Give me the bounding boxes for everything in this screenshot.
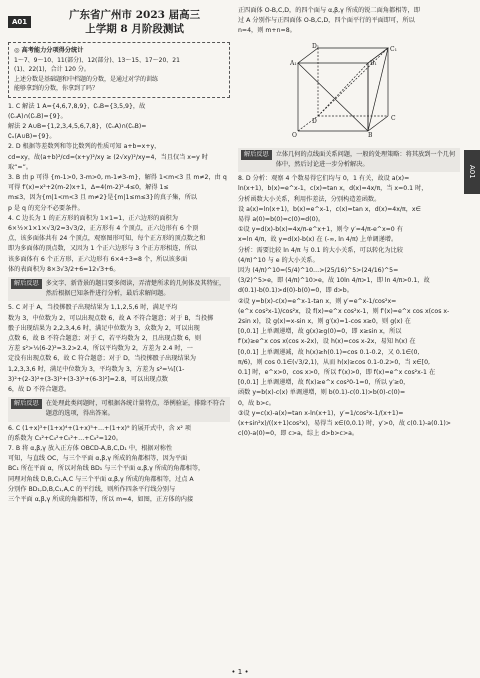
text-line: (4/π)^10 与 e 的大小关系。: [238, 256, 319, 264]
cube-figure: [288, 43, 408, 138]
text-line: 方差 s²>⅕(6-2)²=3.2>2.4，所以平均数为 2，方差为 2.4 时，一: [8, 345, 193, 353]
label-c1: C₁: [390, 45, 397, 53]
reflection-text: 在处理此类问题时，可根据各统计量特点，举例验证，排除不符合题意的选项，得出答案。: [45, 400, 226, 418]
reflection-text: 立体几何的点线面关系问题，一般的处理策略：将其放到一个几何体中，然后讨论进一步分析解决。: [275, 150, 456, 169]
reflection-tag: 解后反思: [11, 399, 42, 409]
tip-line: (1)、22(1)，合计 120 分。: [14, 66, 90, 73]
answer-block: [8, 424, 230, 506]
text-line: 该多面体有 6 个正方形，正六边形有 6×4÷3=8 个，所以该多面: [8, 255, 188, 263]
text-line: 1,2,3,3,6 时，满足中位数为 3，平均数为 3，方差为 s²=⅕[(1-: [8, 365, 185, 373]
text-line: m≤3，因为{m|1<m<3 且 m≠2}是{m|1≤m≤3}的真子集，所以: [8, 194, 197, 202]
text-line: 3)²+(2-3)²+(3-3)²+(3-3)²+(6-3)²]=2.8，可以出现点数: [8, 375, 168, 383]
text-line: 因为 (4/π)^10=(5/4)^10…>(25/16)^5>(24/16)^5=: [238, 267, 399, 275]
reflection-tag: 解后反思: [11, 279, 42, 289]
reflection-box: [8, 397, 230, 421]
text-line: 解法 2 A∪B={1,2,3,4,5,6,7,8}，(∁ᵤA)∩(∁ᵤB)=: [8, 122, 147, 130]
label-b: B: [368, 131, 373, 138]
label-a1: A₁: [290, 59, 297, 67]
text-line: 6×½×1×1×√3/2=3√3/2，正方形有 4 个顶点，正六边形有 6 个顶: [8, 224, 199, 232]
text-line: 可得 f′(x)=x²+2(m-2)x+1，Δ=4(m-2)²-4≤0，解得 1≤: [8, 184, 169, 192]
text-line: 易得 a(0)=b(0)=c(0)=d(0)。: [238, 216, 325, 224]
answer-block: [8, 303, 230, 395]
text-line: d(0.1)-b(0.1)>d(0)-b(0)=0，即 d>b。: [238, 287, 353, 295]
text-line: 0.1] 时，e^x>0，cos x>0，所以 f′(x)>0，即 f(x)=e^x cos²x-1 在: [238, 369, 436, 377]
text-line: BC₁ 所在平面 α，所以对角线 BD₁ 与三个平面 α,β,γ 所成的角都相等，: [8, 465, 205, 473]
text-line: 7. B 将 α,β,γ 放入正方体 OBCD-A,B,C,D₁ 中，根据对称性: [8, 445, 173, 452]
text-line: 2sin x)，设 g(x)=x-sin x，则 g′(x)=1-cos x≥0，则 g(x) 在: [238, 318, 411, 326]
text-line: (x+sin²x)/((x+1)cos²x)，易得当 x∈(0,0.1) 时，y′>0，故 c(0.1)-a(0.1)>: [238, 420, 451, 428]
reflection-text: 多文字、新背景的题目要多阅读，弄清楚所求的几何体及其特征，然后根据已知条件进行分析，最后求解问题。: [45, 279, 226, 298]
score-tip-box: [8, 42, 230, 98]
text-line: 过 A 分别作与正四面体 O-B,C,D，四个面平行的平面即可，所以: [238, 17, 415, 25]
reflection-tag: 解后反思: [241, 150, 272, 160]
text-line: f′(x)≥e^x cos x(cos x-2x)，设 h(x)=cos x-2x，易知 h(x) 在: [238, 338, 416, 346]
text-line: 0，故 b>c。: [238, 399, 275, 407]
label-b1: B₁: [370, 59, 377, 67]
text-line: 体的表面积为 8×3√3/2+6=12√3+6。: [8, 265, 120, 273]
text-line: 可知，与直线 OC，与三个平面 α,β,γ 所成的角都相等，因为平面: [8, 455, 188, 463]
side-tab: A01: [464, 150, 480, 194]
text-line: cd=xy，故(a+b)²/cd=(x+y)²/xy ≥ (2√xy)²/xy=4，当且仅当 x=y 时: [8, 153, 208, 161]
right-column: [238, 6, 460, 440]
page-title: [39, 8, 230, 36]
title-line-2: 上学期 8 月阶段测试: [85, 23, 184, 35]
left-column: [8, 6, 230, 505]
text-line: 分析函数大小关系，利用作差法，分别构造差函数。: [238, 195, 381, 203]
text-line: 的系数为 C₃²+C₄²+C₅²+…+C₉²=120。: [8, 434, 122, 442]
tip-line: 上述分数是基础题和中档题的分数，是通过对学的训练: [14, 75, 159, 83]
text-line: 6. C (1+x)³+(1+x)⁴+(1+x)⁵+…+(1+x)⁹ 的展开式中，含 x² 项: [8, 424, 191, 432]
answer-block: [238, 174, 460, 439]
answer-block: [8, 102, 230, 275]
text-line: 骰子出现结果为 2,2,3,4,6 时，满足中位数为 3，众数为 2，可以出现: [8, 324, 200, 332]
page-number: • 1 •: [231, 668, 249, 676]
text-line: 取“=”。: [8, 163, 32, 171]
text-line: 点数 6，故 B 不符合题意；对于 C，若平均数为 2，且出现点数 6，则: [8, 334, 202, 342]
label-d: D: [312, 117, 317, 125]
text-line: 即为多面体的顶点数，又因为 1 个正六边形与 3 个正方形相连，所以: [8, 245, 197, 253]
text-line: 3. B 由 p 可得 {m-1>0, 3-m>0, m-1≠3-m}，解得 1<m<3 且 m≠2，由 q: [8, 173, 227, 181]
text-line: x=ln 4/π，故 y=d(x)-b(x) 在 (-∞, ln 4/π) 上单调递增。: [238, 236, 398, 244]
text-line: 分别作 BD₁,D,B,C₁,A,C 的平行线，则所作四条平行线分别与: [8, 485, 176, 493]
label-d1: D₁: [312, 42, 320, 50]
text-line: 函数 y=b(x)-c(x) 单调递增，则 b(0.1)-c(0.1)>b(0)-c(0)=: [238, 389, 406, 397]
text-line: ②设 y=b(x)-c(x)=e^x-1-tan x，则 y′=e^x-1/cos²x=: [238, 297, 397, 305]
text-line: 定没有出现点数 6，故 C 符合题意；对于 D，当投掷骰子出现结果为: [8, 355, 196, 363]
text-line: [0,0.1] 上单调递减，故 h(x)≥h(0.1)=cos 0.1-0.2，又 0.1∈(0,: [238, 348, 420, 356]
text-line: 5. C 对于 A，当投掷骰子出现结果为 1,1,2,5,6 时，满足平均: [8, 304, 178, 312]
text-line: p 是 q 的充分不必要条件。: [8, 204, 84, 212]
text-line: π/6)，则 cos 0.1∈(√3/2,1)，从而 h(x)≥cos 0.1-0.2>0，当 x∈[0,: [238, 358, 430, 366]
text-line: 1. C 解法 1 A={4,6,7,8,9}，∁ᵤB={3,5,9}，故: [8, 102, 146, 110]
text-line: c(0)-a(0)=0，即 c>a，综上 d>b>c>a。: [238, 430, 359, 438]
tip-line: 1～7、9～10、11(部分)、12(部分)、13～15、17～20、21: [14, 56, 180, 64]
text-line: (3/2)^5>e，即 (4/π)^10>e，故 10ln 4/π>1，即 ln 4/π>0.1，故: [238, 277, 430, 285]
reflection-box: [238, 148, 460, 172]
text-line: ∁ᵤ(A∪B)={9}。: [8, 133, 56, 141]
tip-line: 能够拿到的分数，你拿到了吗？: [14, 85, 99, 92]
text-line: 分析：需要比较 ln 4/π 与 0.1 的大小关系，可以转化为比较: [238, 246, 403, 254]
text-line: 6，故 D 不符合题意。: [8, 385, 71, 393]
text-line: ln(x+1)，b(x)=e^x-1，c(x)=tan x，d(x)=4x/π，当 x=0.1 时，: [238, 185, 428, 193]
text-line: 8. D 分析：观察 4 个数易得它们均与 0，1 有关，故设 a(x)=: [238, 175, 410, 183]
title-line-1: 广东省广州市 2023 届高三: [69, 9, 201, 21]
text-line: 4. C 边长为 1 的正方形的面积为 1×1=1，正六边形的面积为: [8, 214, 178, 222]
text-line: [0,0.1] 上单调递增，故 f(x)≥e^x cos²0-1=0，所以 y′≥0，: [238, 379, 410, 387]
text-line: [0,0.1] 上单调递增，故 g(x)≥g(0)=0，即 x≥sin x，所以: [238, 328, 402, 336]
text-line: 同理对角线 D,B,C₁,A,C 与三个平面 α,β,γ 所成的角都相等，过点 A: [8, 475, 194, 483]
text-line: 正四面体 O-B,C,D，的四个面与 α,β,γ 所成的锐二面角都相等，即: [238, 7, 420, 14]
label-o: O: [292, 131, 297, 138]
answer-block: [238, 6, 460, 37]
text-line: ①设 y=d(x)-b(x)=4x/π-e^x+1，则令 y′=4/π-e^x=0 有: [238, 226, 403, 234]
text-line: 数为 3，中位数为 2，可以出现点数 6，故 A 不符合题意；对于 B，当投掷: [8, 314, 214, 322]
text-line: n=4，则 m+n=8。: [238, 27, 296, 35]
text-line: ③设 y=c(x)-a(x)=tan x-ln(x+1)，y′=1/cos²x-1/(x+1)=: [238, 409, 404, 417]
text-line: 点，该多面体共有 24 个顶点，观察图形可知，每个正方形的顶点数之和: [8, 235, 206, 243]
reflection-box: [8, 277, 230, 301]
paper-badge: A01: [8, 16, 31, 28]
text-line: (∁ᵤA)∩(∁ᵤB)={9}。: [8, 112, 67, 120]
text-line: (e^x cos²x-1)/cos²x，设 f(x)=e^x cos²x-1，则 f′(x)=e^x cos x(cos x-: [238, 307, 450, 315]
page-header: [8, 8, 230, 36]
text-line: 2. D 根据等差数列和等比数列的性质可知 a+b=x+y，: [8, 143, 161, 151]
label-c: C: [391, 114, 396, 122]
text-line: 三个平面 α,β,γ 所成的角都相等，所以 m=4，如图，正方体的内接: [8, 496, 194, 504]
tip-heading: ◎ 高考能力分项得分统计: [14, 47, 84, 54]
text-line: 设 a(x)=ln(x+1)，b(x)=e^x-1，c(x)=tan x，d(x)=4x/π，x∈: [238, 205, 421, 213]
